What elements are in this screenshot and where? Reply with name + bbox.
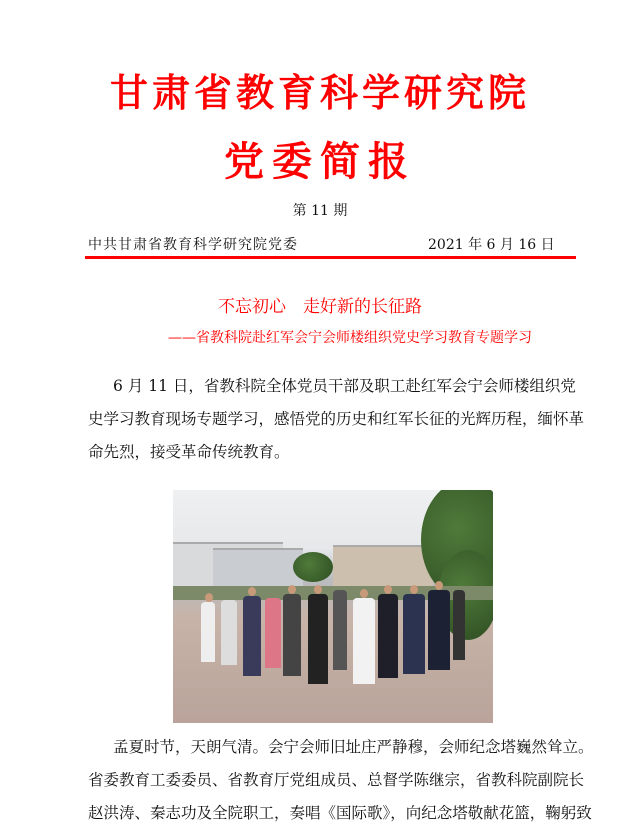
newsletter-masthead-title: 甘肃省教育科学研究院 (109, 70, 530, 115)
paragraph-line: 孟夏时节，天朗气清。会宁会师旧址庄严静穆，会师纪念塔巍然耸立。 (113, 738, 594, 756)
publish-date: 2021 年 6 月 16 日 (428, 237, 555, 253)
paragraph-line: 史学习教育现场专题学习，感悟党的历史和红军长征的光辉历程，缅怀革 (88, 410, 585, 428)
paragraph-line: 省委教育工委委员、省教育厅党组成员、总督学陈继宗，省教科院副院长 (88, 771, 585, 789)
paragraph-line: 命先烈，接受革命传统教育。 (88, 443, 290, 461)
newsletter-masthead-subtitle: 党委简报 (224, 138, 416, 185)
issue-number: 第 11 期 (292, 203, 348, 219)
article-headline: 不忘初心 走好新的长征路 (218, 297, 422, 317)
paragraph-line: 赵洪涛、秦志功及全院职工，奏唱《国际歌》，向纪念塔敬献花篮，鞠躬致 (88, 804, 592, 822)
paragraph-line: 6 月 11 日，省教科院全体党员干部及职工赴红军会宁会师楼组织党 (113, 377, 576, 395)
group-photo-image (173, 490, 493, 723)
publisher-organization: 中共甘肃省教育科学研究院党委 (88, 237, 298, 253)
article-subheadline: ——省教科院赴红军会宁会师楼组织党史学习教育专题学习 (168, 330, 532, 346)
header-divider (85, 256, 576, 259)
